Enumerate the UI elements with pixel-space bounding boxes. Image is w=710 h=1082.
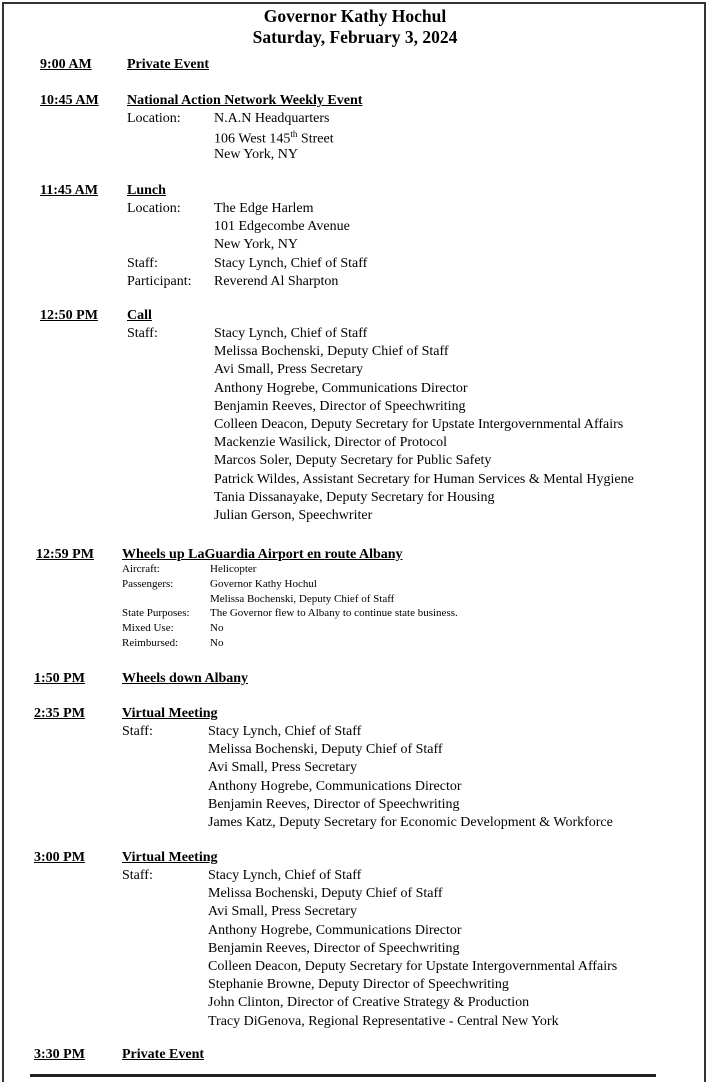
detail-value: Anthony Hogrebe, Communications Director [208,922,462,938]
detail-value: Melissa Bochenski, Deputy Chief of Staff [210,592,395,605]
detail-value: N.A.N Headquarters [214,111,330,126]
detail-value: Mackenzie Wasilick, Director of Protocol [214,435,448,451]
event-time: 2:35 PM [34,706,85,721]
detail-value: Benjamin Reeves, Director of Speechwriting [214,398,466,414]
detail-value: No [210,637,224,649]
detail-value: The Edge Harlem [214,201,314,216]
detail-value: Avi Small, Press Secretary [214,362,364,378]
detail-value: Avi Small, Press Secretary [208,760,358,776]
detail-value: Stacy Lynch, Chief of Staff [214,255,368,271]
bottom-rule [30,1074,656,1077]
detail-value: Benjamin Reeves, Director of Speechwriting [208,796,460,812]
detail-value: The Governor flew to Albany to continue state business. [210,607,458,620]
detail-label: Aircraft: [122,563,160,575]
detail-label: Reimbursed: [122,637,179,649]
event-time: 10:45 AM [40,93,99,108]
detail-value: New York, NY [214,147,299,163]
detail-value: Marcos Soler, Deputy Secretary for Public Safety [214,453,492,469]
event-title: Private Event [127,57,210,72]
detail-value: Colleen Deacon, Deputy Secretary for Upstate Intergovernmental Affairs [214,417,624,432]
document-title: Governor Kathy Hochul [263,6,447,26]
event-title: Private Event [122,1047,205,1062]
detail-value: Anthony Hogrebe, Communications Director [214,380,468,396]
event-title: Wheels up LaGuardia Airport en route Albany [122,547,403,562]
event-time: 12:50 PM [40,308,98,323]
detail-label: Staff: [127,255,158,271]
detail-label: Staff: [127,326,158,341]
detail-value: No [210,622,224,635]
event-title: Virtual Meeting [122,706,218,721]
detail-value: Patrick Wildes, Assistant Secretary for Human Services & Mental Hygiene [214,471,634,487]
detail-value: Colleen Deacon, Deputy Secretary for Upstate Intergovernmental Affairs [208,959,618,974]
event-title: Wheels down Albany [122,671,249,686]
event-time: 1:50 PM [34,671,85,686]
detail-value: 101 Edgecombe Avenue [214,219,350,235]
detail-value: Stacy Lynch, Chief of Staff [214,326,368,341]
event-time: 11:45 AM [40,183,98,198]
detail-label: Staff: [122,868,153,883]
event-time: 9:00 AM [40,57,92,72]
detail-value: Julian Gerson, Speechwriter [214,508,373,523]
detail-label: Location: [127,201,181,216]
detail-value: John Clinton, Director of Creative Strategy & Production [208,995,530,1011]
detail-value: Melissa Bochenski, Deputy Chief of Staff [208,742,443,758]
detail-value: Helicopter [210,563,257,575]
detail-value: Tania Dissanayake, Deputy Secretary for Housing [214,489,495,505]
event-time: 12:59 PM [36,547,94,562]
detail-value: Stacy Lynch, Chief of Staff [208,868,362,883]
detail-value: Tracy DiGenova, Regional Representative - Central New York [208,1013,559,1029]
detail-value: 106 West 145th Street [214,129,334,147]
detail-value: James Katz, Deputy Secretary for Economic Development & Workforce [208,815,613,830]
event-title: Lunch [127,183,166,198]
detail-value: New York, NY [214,237,299,253]
detail-label: Passengers: [122,577,174,590]
detail-value: Melissa Bochenski, Deputy Chief of Staff [214,344,449,360]
detail-value: Stacy Lynch, Chief of Staff [208,724,362,739]
event-title: Virtual Meeting [122,850,218,865]
event-title: Call [127,308,152,323]
detail-value: Benjamin Reeves, Director of Speechwriting [208,940,460,956]
detail-value: Stephanie Browne, Deputy Director of Speechwriting [208,977,509,993]
detail-value: Melissa Bochenski, Deputy Chief of Staff [208,886,443,902]
detail-value: Reverend Al Sharpton [214,273,339,289]
detail-value: Governor Kathy Hochul [210,577,317,590]
document-date: Saturday, February 3, 2024 [252,27,458,47]
detail-label: Mixed Use: [122,622,174,635]
event-time: 3:00 PM [34,850,85,865]
detail-value: Anthony Hogrebe, Communications Director [208,778,462,794]
detail-label: State Purposes: [122,607,190,620]
detail-label: Participant: [127,273,192,289]
detail-value: Avi Small, Press Secretary [208,904,358,920]
event-time: 3:30 PM [34,1047,85,1062]
event-title: National Action Network Weekly Event [127,93,363,108]
detail-label: Staff: [122,724,153,739]
detail-label: Location: [127,111,181,126]
